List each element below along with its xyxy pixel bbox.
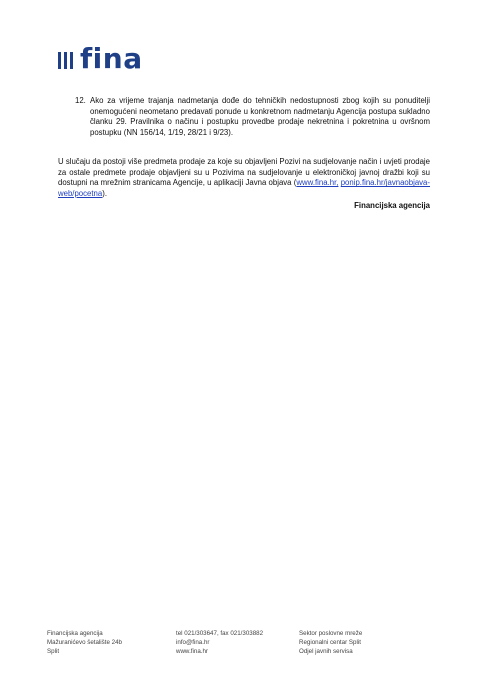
javna-objava-link[interactable]: ponip.fina.hr/javnaobjava-web/pocetna: [58, 178, 430, 198]
logo-wordmark: fina: [80, 42, 143, 75]
fina-logo: [58, 44, 143, 74]
paragraph-end: ).: [102, 188, 107, 198]
footer-line: Split: [47, 648, 60, 655]
footer-line: Sektor poslovne mreže: [299, 630, 363, 637]
footer-line: Odjel javnih servisa: [299, 648, 353, 655]
footer-line: www.fina.hr: [176, 648, 208, 655]
signature: Financijska agencija: [354, 201, 430, 210]
footer-line: info@fina.hr: [176, 639, 210, 646]
footer-address: [47, 629, 122, 656]
footer-line: tel 021/303647, fax 021/303882: [176, 630, 264, 637]
footer-line: Mažuranićevo šetalište 24b: [47, 639, 122, 646]
paragraph-text: U slučaju da postoji više predmeta prodaje za koje su objavljeni Pozivi na sudjelovanje način i uvjeti prodaje za ostale predmete prodaje objavljeni su u Pozivima na sudjelovanje u elektroničkoj javnoj dražbi koji su dostupni na mrežnim stranicama Agencije, u aplikaciji Javna objava (: [58, 157, 430, 188]
list-item-12: [75, 96, 430, 138]
footer-line: Regionalni centar Split: [299, 639, 361, 646]
footer-department: [299, 629, 362, 656]
item-text: Ako za vrijeme trajanja nadmetanja dođe do tehničkih nedostupnosti zbog kojih su ponuditelji onemogućeni neometano predavati ponude u konkretnom nadmetanju Agencija postupa sukladno članku 29. Pravilnika o načinu i postupku provedbe prodaje nekretnina i pokretnina u ovršnom postupku (NN 156/14, 1/19, 28/21 i 9/23).: [90, 96, 430, 137]
fina-website-link[interactable]: www.fina.hr,: [296, 178, 339, 188]
item-number: 12.: [75, 96, 86, 105]
logo-bars-icon: [58, 49, 73, 69]
footer-contact: [176, 629, 263, 656]
info-paragraph: [58, 157, 430, 199]
footer-line: Financijska agencija: [47, 630, 103, 637]
